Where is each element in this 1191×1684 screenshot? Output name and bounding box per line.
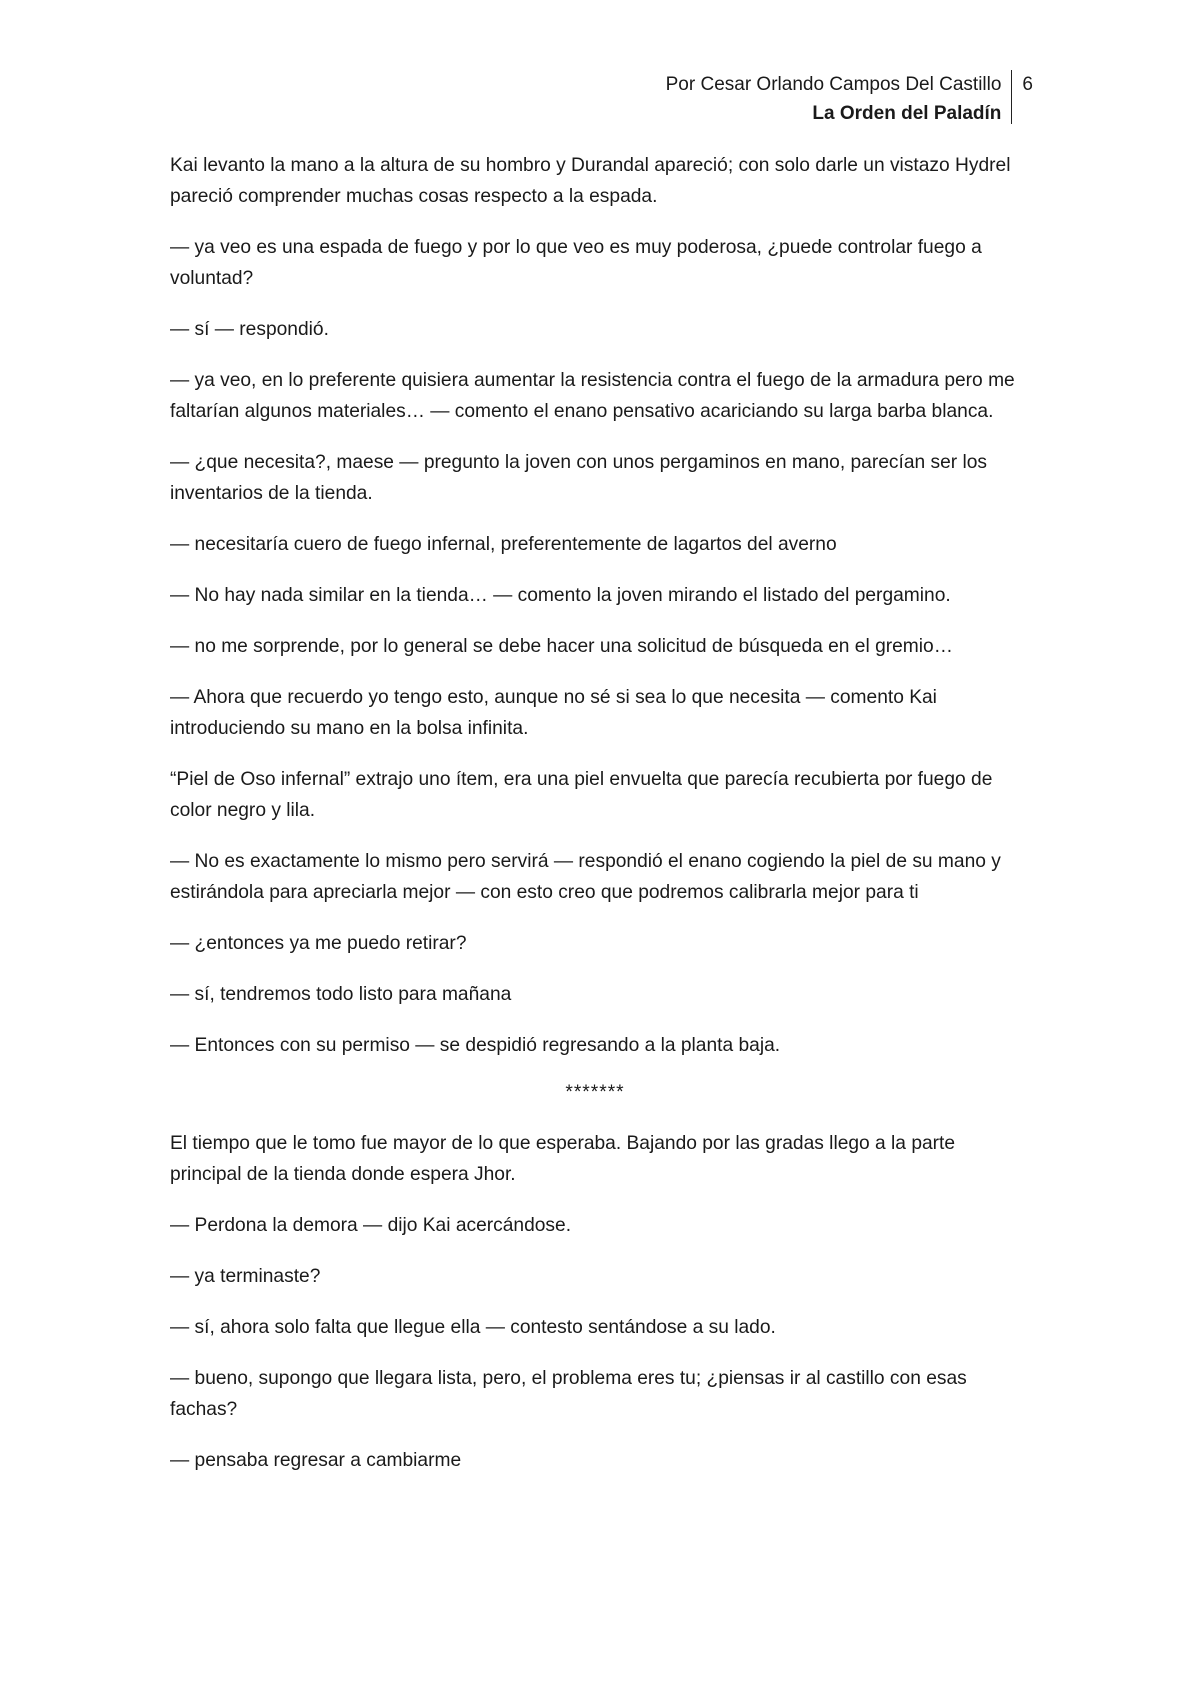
paragraph: — pensaba regresar a cambiarme [170,1450,462,1471]
scene-separator: ******* [565,1082,625,1103]
paragraph: — Ahora que recuerdo yo tengo esto, aunque no sé si sea lo que necesita — comento Kai introduciendo su mano en la bolsa infinita. [170,687,937,739]
paragraph: — No es exactamente lo mismo pero servirá — respondió el enano cogiendo la piel de su mano y estirándola para apreciarla mejor — con esto creo que podremos calibrarla mejor para ti [170,851,1001,903]
paragraph: — Perdona la demora — dijo Kai acercándose. [170,1215,572,1236]
paragraph: — sí — respondió. [170,319,329,340]
header-text [666,70,1012,128]
page-body [170,150,1020,1496]
paragraph: — sí, ahora solo falta que llegue ella — contesto sentándose a su lado. [170,1317,776,1338]
author-line: Por Cesar Orlando Campos Del Castillo [665,74,1002,95]
paragraph: — ya veo es una espada de fuego y por lo que veo es muy poderosa, ¿puede controlar fuego a voluntad? [170,237,982,289]
paragraph: — sí, tendremos todo listo para mañana [170,984,512,1005]
page-header [666,70,1033,128]
paragraph: — ya veo, en lo preferente quisiera aumentar la resistencia contra el fuego de la armadura pero me faltarían algunos materiales… — comento el enano pensativo acariciando su larga barba blanca. [170,370,1015,422]
paragraph: — ¿que necesita?, maese — pregunto la joven con unos pergaminos en mano, parecían ser los inventarios de la tienda. [170,452,988,504]
book-title: La Orden del Paladín [812,103,1002,124]
paragraph: Kai levanto la mano a la altura de su hombro y Durandal apareció; con solo darle un vistazo Hydrel pareció comprender muchas cosas respecto a la espada. [170,155,1011,207]
paragraph: — No hay nada similar en la tienda… — comento la joven mirando el listado del pergamino. [170,585,951,606]
paragraph: “Piel de Oso infernal” extrajo uno ítem, era una piel envuelta que parecía recubierta por fuego de color negro y lila. [170,769,993,821]
page-number: 6 [1022,74,1033,95]
paragraph: — ya terminaste? [170,1266,321,1287]
paragraph: — necesitaría cuero de fuego infernal, preferentemente de lagartos del averno [170,534,837,555]
paragraph: — no me sorprende, por lo general se debe hacer una solicitud de búsqueda en el gremio… [170,636,953,657]
paragraph: — bueno, supongo que llegara lista, pero, el problema eres tu; ¿piensas ir al castillo con esas fachas? [170,1368,967,1420]
paragraph: — ¿entonces ya me puedo retirar? [170,933,467,954]
paragraph: — Entonces con su permiso — se despidió regresando a la planta baja. [170,1035,781,1056]
paragraph: El tiempo que le tomo fue mayor de lo que esperaba. Bajando por las gradas llego a la parte principal de la tienda donde espera Jhor. [170,1133,956,1185]
